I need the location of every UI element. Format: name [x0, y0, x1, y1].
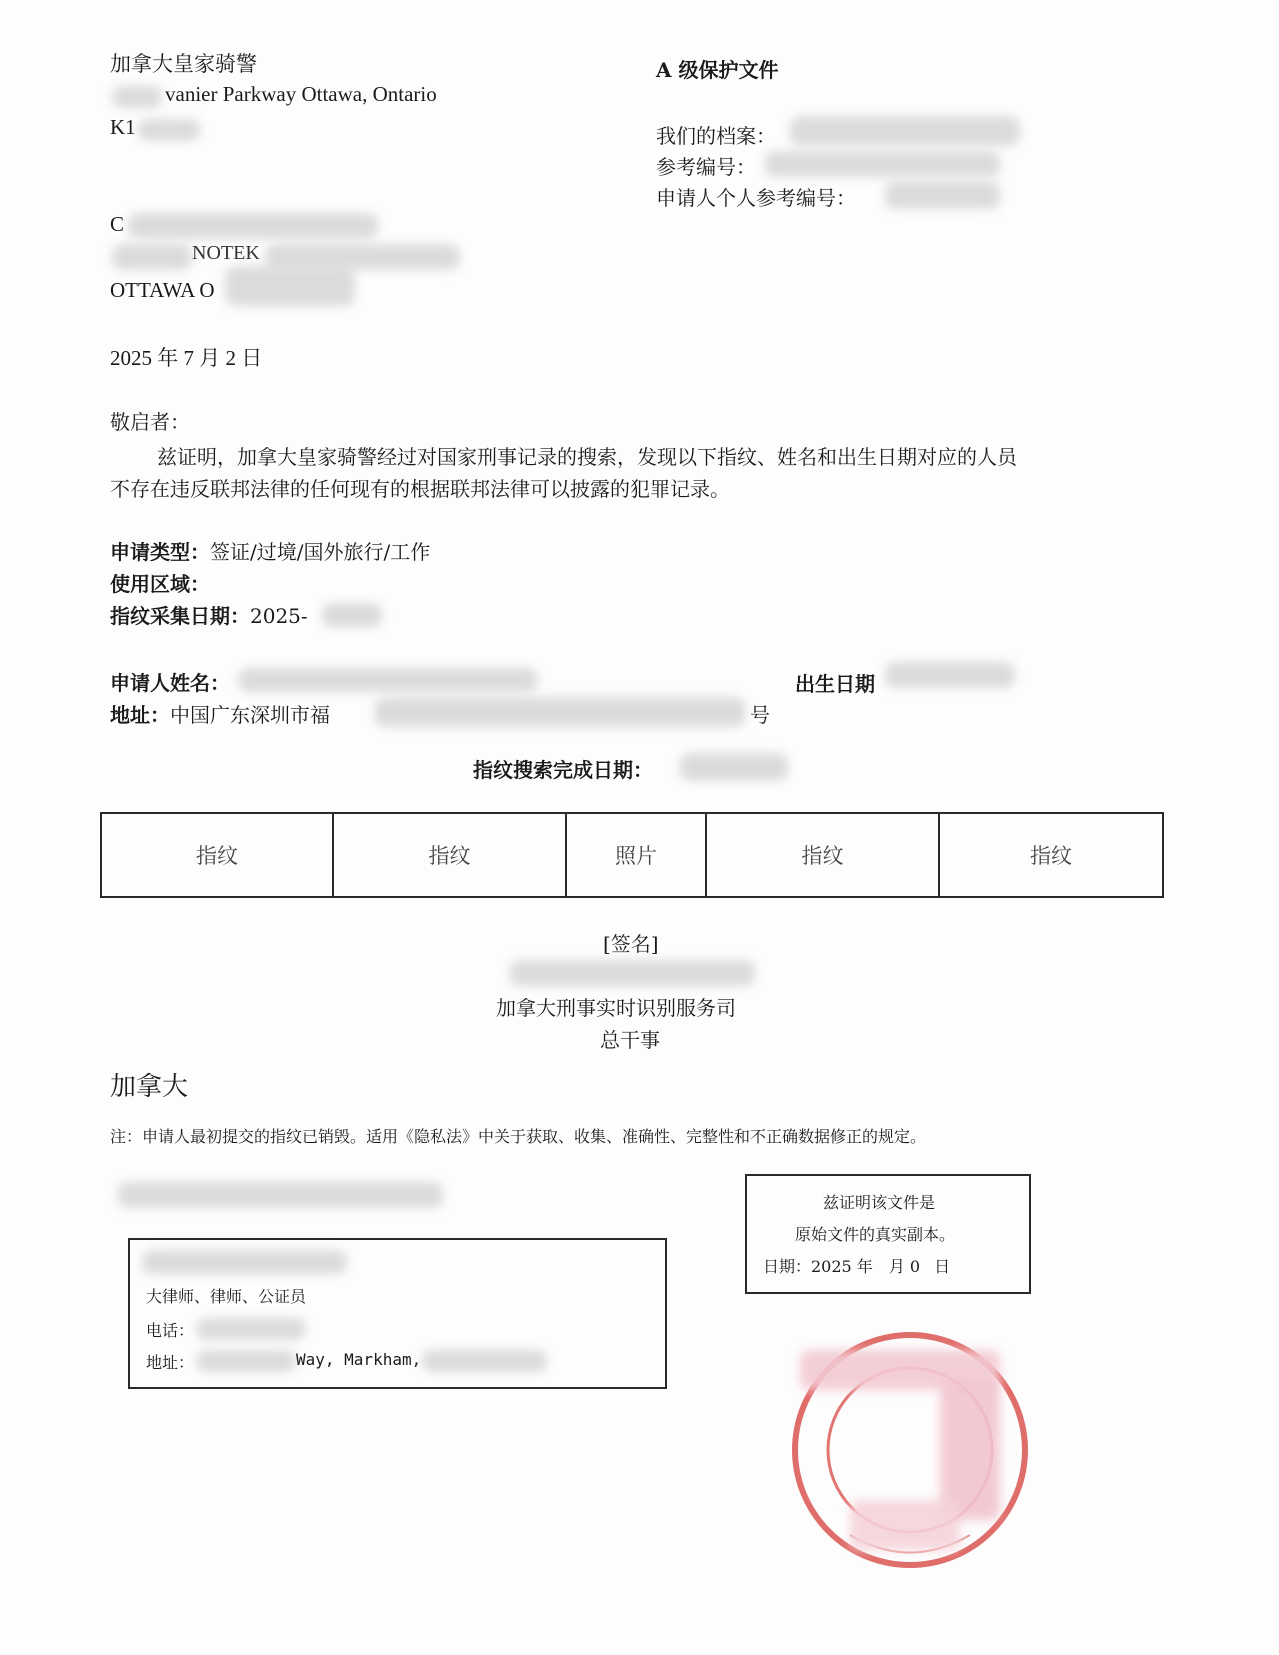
fingerprint-cell: 指纹 [1030, 844, 1072, 868]
body-line2: 不存在违反联邦法律的任何现有的根据联邦法律可以披露的犯罪记录。 [110, 477, 730, 501]
lawyer-address: Way, Markham, [296, 1350, 422, 1369]
letter-date: 2025 年 7 月 2 日 [110, 346, 263, 370]
search-completed-label: 指纹搜索完成日期： [473, 758, 653, 782]
signature-label: [签名] [603, 932, 659, 956]
lawyer-phone-label: 电话： [146, 1321, 195, 1340]
redacted-applicant-address [375, 697, 745, 727]
our-file-label: 我们的档案： [656, 124, 776, 148]
redacted-lawyer-address-b [422, 1350, 547, 1372]
redacted-lawyer-header [118, 1182, 443, 1208]
dob-label: 出生日期 [795, 672, 875, 696]
recipient-line2: NOTEK [192, 242, 260, 264]
application-type-label: 申请类型： [110, 540, 210, 564]
recipient-line3: OTTAWA O [110, 278, 215, 302]
redacted-stamp-center [940, 1380, 1000, 1520]
redacted-search-date [680, 753, 788, 781]
salutation: 敬启者： [110, 410, 190, 434]
certify-date-suffix: 日 [934, 1257, 951, 1276]
lawyer-address-label: 地址： [146, 1353, 195, 1372]
redacted-postal [138, 119, 200, 141]
redacted-reference [765, 151, 1000, 177]
privacy-note: 注：申请人最初提交的指纹已销毁。适用《隐私法》中关于获取、收集、准确性、完整性和不正确数据修正的规定。 [110, 1127, 927, 1146]
fingerprint-cell: 指纹 [102, 814, 334, 896]
redacted-stamp-bottom [850, 1500, 960, 1550]
country-heading: 加拿大 [110, 1072, 189, 1102]
applicant-address-label: 地址： [110, 703, 170, 727]
redacted-lawyer-name [142, 1250, 347, 1274]
redacted-street-number [112, 86, 162, 108]
fingerprint-cell: 指纹 [707, 814, 940, 896]
redacted-lawyer-phone [196, 1318, 306, 1340]
application-type [110, 536, 430, 565]
certify-date [763, 1254, 950, 1277]
fingerprint-date-value: 2025- [250, 604, 308, 628]
recipient-line1: C [110, 212, 125, 236]
redacted-signature-name [510, 960, 755, 986]
signature-dept: 加拿大刑事实时识别服务司 [496, 996, 736, 1020]
redacted-recipient-line3 [225, 266, 355, 306]
certify-date-prefix: 日期：2025 年 [763, 1257, 873, 1276]
applicant-address-suffix: 号 [750, 703, 770, 727]
official-stamp [790, 1330, 1030, 1570]
application-type-value: 签证/过境/国外旅行/工作 [210, 540, 431, 564]
certify-box [745, 1174, 1031, 1294]
sender-postal: K1 [110, 115, 136, 139]
redacted-dob [885, 662, 1015, 688]
fingerprint-cell: 指纹 [334, 814, 567, 896]
fingerprint-table [100, 812, 1164, 898]
fingerprint-date-label: 指纹采集日期： [110, 604, 250, 628]
applicant-ref-label: 申请人个人参考编号： [656, 186, 856, 210]
redacted-lawyer-address-a [196, 1350, 296, 1372]
redacted-recipient-line2a [112, 244, 192, 270]
photo-cell: 照片 [567, 814, 707, 896]
applicant-name-label: 申请人姓名： [110, 671, 230, 695]
body-line1: 兹证明，加拿大皇家骑警经过对国家刑事记录的搜索，发现以下指纹、姓名和出生日期对应的人员 [157, 445, 1017, 469]
certify-date-month: 月 0 [888, 1257, 921, 1276]
sender-org: 加拿大皇家骑警 [110, 52, 257, 76]
applicant-address-value: 中国广东深圳市福 [170, 703, 330, 727]
certify-line2: 原始文件的真实副本。 [795, 1225, 956, 1244]
fingerprint-date [110, 600, 308, 629]
usage-region-label: 使用区域： [110, 572, 210, 596]
protection-title: A 级保护文件 [656, 58, 779, 82]
redacted-applicant-name [238, 668, 538, 692]
signature-title: 总干事 [600, 1028, 660, 1052]
reference-label: 参考编号： [656, 155, 756, 179]
redacted-our-file [790, 116, 1020, 146]
redacted-applicant-ref [885, 181, 1000, 209]
lawyer-box [128, 1238, 667, 1389]
applicant-address [110, 699, 330, 728]
sender-address: vanier Parkway Ottawa, Ontario [165, 82, 437, 106]
redacted-recipient-line1 [128, 213, 378, 239]
certify-line1: 兹证明该文件是 [823, 1193, 936, 1212]
lawyer-role: 大律师、律师、公证员 [146, 1287, 307, 1306]
redacted-fp-date [322, 603, 382, 627]
